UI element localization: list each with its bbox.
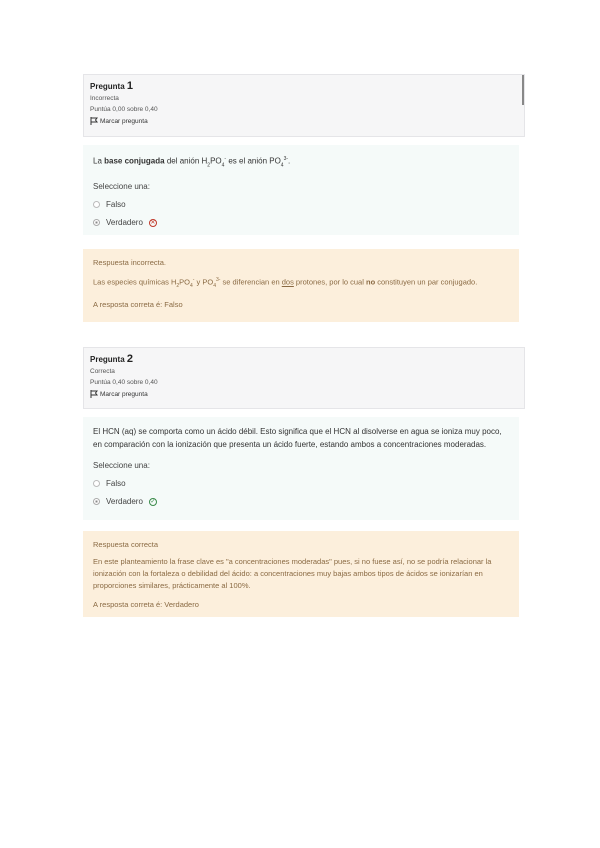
right-answer: A resposta correta é: Falso [93,300,183,309]
option-verdadero[interactable]: Verdadero ✕ [93,216,509,229]
feedback-text: Las especies químicas $H_2PO_4^-$ y $PO_4^{3-}$ se diferencian en dos protones, por lo cual no constituyen un par conjugado. [93,277,478,289]
question-state: Correcta [90,368,115,375]
question-1-feedback [83,249,519,322]
radio-button-selected[interactable] [93,498,100,505]
question-1-text [83,145,519,235]
flag-question-link[interactable]: Marcar pregunta [90,117,518,125]
x-circle-icon: ✕ [150,219,156,226]
question-grade: Puntúa 0,00 sobre 0,40 [90,106,158,113]
question-number: Pregunta 2 [90,353,134,365]
option-verdadero[interactable]: Verdadero ✓ [93,495,509,508]
question-number: Pregunta 1 [90,80,134,92]
check-circle-icon: ✓ [150,498,156,505]
question-2-feedback [83,531,519,617]
feedback-text: En este planteamiento la frase clave es "a concentraciones moderadas" pues, si no fuese así, no se podría relacionar la ionización con la fortaleza o debilidad del ácido: a concentraciones muy bajas ambos tipos de ácidos se ionizarían en proporciones similares, prácticamente al 100%. [93,557,492,590]
question-statement: El HCN (aq) se comporta como un ácido débil. Esto significa que el HCN al disolverse en agua se ioniza muy poco, en comparación con la ionización que presenta un ácido fuerte, estando ambos a concentraciones moderadas. [93,427,502,449]
question-statement: La base conjugada del anión $H_2PO_4^-$ es el anión $PO_4^{3-}$. [93,156,291,169]
flag-question-link[interactable]: Marcar pregunta [90,390,518,398]
answer-prompt: Seleccione una: [93,461,150,470]
question-2-info [83,347,525,409]
question-state: Incorrecta [90,95,119,102]
feedback-status: Respuesta correcta [93,540,159,549]
option-falso[interactable]: Falso [93,198,509,211]
feedback-status: Respuesta incorrecta. [93,258,166,267]
question-grade: Puntúa 0,40 sobre 0,40 [90,379,158,386]
radio-button[interactable] [93,201,100,208]
answer-prompt: Seleccione una: [93,182,150,192]
scrollbar[interactable] [522,75,524,105]
flag-icon [90,117,98,125]
question-1-info [83,74,525,137]
question-2-text [83,417,519,520]
right-answer: A resposta correta é: Verdadero [93,600,199,609]
option-falso[interactable]: Falso [93,477,509,490]
radio-button[interactable] [93,480,100,487]
radio-button-selected[interactable] [93,219,100,226]
flag-icon [90,390,98,398]
